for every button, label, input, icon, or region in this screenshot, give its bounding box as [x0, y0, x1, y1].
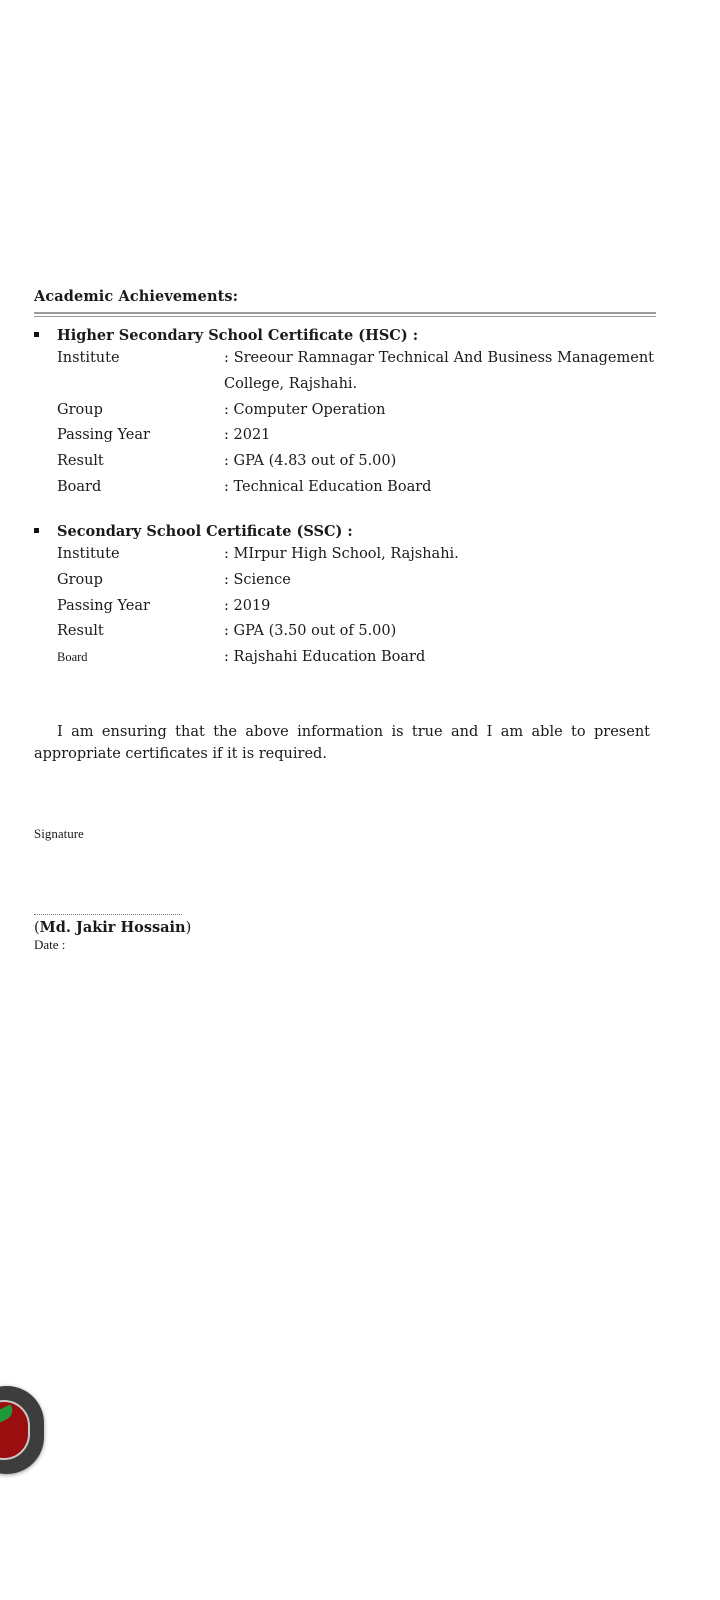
date-label: Date : — [34, 937, 66, 952]
hsc-title — [34, 325, 654, 346]
row-label: Group — [57, 401, 103, 418]
row-label: Board — [57, 650, 88, 665]
signatory-name — [34, 919, 191, 936]
hsc-row-group — [34, 398, 654, 424]
heading-divider-secondary — [34, 316, 656, 317]
ssc-title-text: Secondary School Certificate (SSC) : — [57, 523, 353, 540]
row-value: : Sreeour Ramnagar Technical And Business Management College, Rajshahi. — [224, 350, 654, 392]
row-label: Passing Year — [57, 427, 150, 444]
row-label: Board — [57, 478, 102, 495]
hsc-block — [34, 325, 654, 501]
row-value: : 2019 — [224, 597, 271, 614]
leaf-icon — [0, 1404, 16, 1423]
row-label: Group — [57, 571, 103, 588]
bullet-icon — [34, 332, 39, 337]
ssc-row-result — [34, 619, 654, 645]
ssc-title — [34, 521, 654, 542]
heading-divider — [34, 312, 656, 314]
row-value: : GPA (3.50 out of 5.00) — [224, 623, 397, 640]
row-label: Institute — [57, 546, 120, 562]
signature-line — [34, 914, 182, 915]
row-label: Result — [57, 453, 104, 470]
row-value: : Science — [224, 571, 291, 588]
row-value: : Computer Operation — [224, 401, 386, 418]
signature-label: Signature — [34, 826, 84, 841]
ssc-row-group — [34, 568, 654, 594]
bullet-icon — [34, 528, 39, 533]
hsc-row-board — [34, 475, 654, 501]
hsc-title-text: Higher Secondary School Certificate (HSC) : — [57, 327, 419, 344]
section-heading: Academic Achievements: — [34, 288, 239, 305]
signatory-name-text: Md. Jakir Hossain — [39, 919, 186, 936]
row-value: : Technical Education Board — [224, 478, 432, 495]
row-value: : MIrpur High School, Rajshahi. — [224, 546, 459, 562]
row-value: : Rajshahi Education Board — [224, 649, 426, 666]
hsc-row-result — [34, 449, 654, 475]
name-close-paren: ) — [185, 920, 192, 936]
declaration-text: I am ensuring that the above information is true and I am able to present appropriate certificates if it is required. — [34, 724, 650, 762]
ssc-row-board — [34, 645, 654, 671]
ssc-row-institute — [34, 542, 654, 568]
row-label: Result — [57, 623, 104, 640]
ssc-row-passing-year — [34, 594, 654, 620]
hsc-row-institute — [34, 346, 654, 398]
app-logo-icon — [0, 1400, 30, 1460]
row-label: Institute — [57, 350, 120, 366]
row-value: : 2021 — [224, 427, 271, 444]
hsc-row-passing-year — [34, 423, 654, 449]
row-label: Passing Year — [57, 597, 150, 614]
ssc-block — [34, 521, 654, 671]
row-value: : GPA (4.83 out of 5.00) — [224, 453, 397, 470]
floating-app-button[interactable] — [0, 1386, 44, 1474]
name-open-paren: ( — [34, 920, 40, 936]
